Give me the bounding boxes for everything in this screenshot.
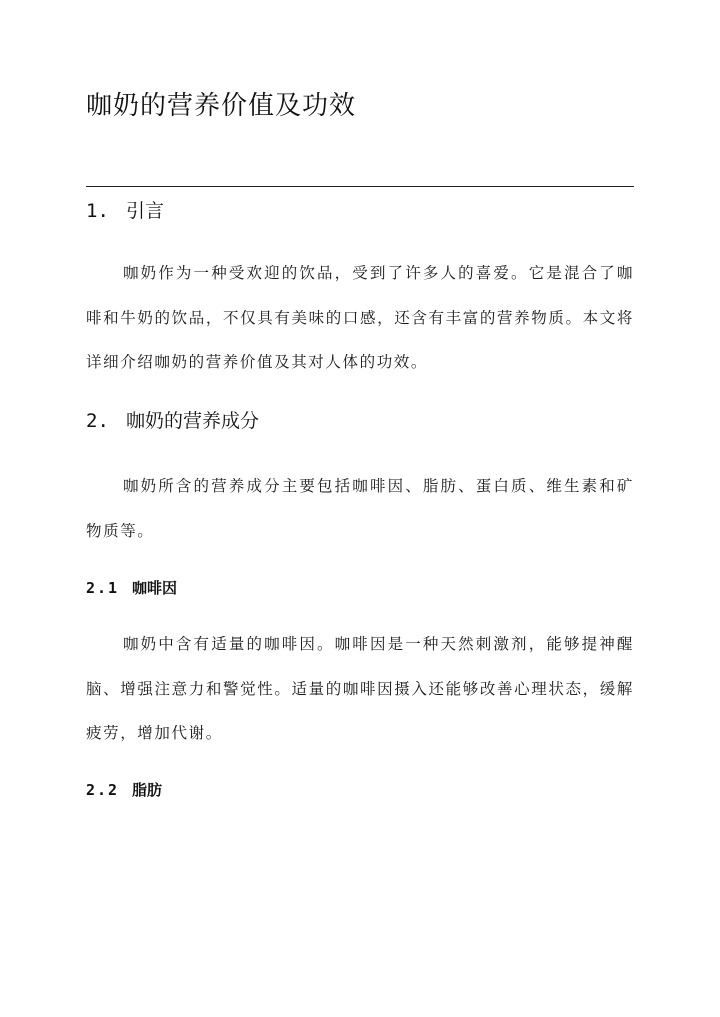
section-number: 2.	[86, 410, 109, 432]
subsection-heading-fat	[86, 778, 162, 802]
section-heading-nutrition	[86, 406, 259, 436]
title-divider	[86, 186, 634, 187]
nutrition-paragraph: 咖奶所含的营养成分主要包括咖啡因、脂肪、蛋白质、维生素和矿物质等。	[86, 477, 634, 540]
section-title: 引言	[126, 200, 165, 222]
section-title: 咖奶的营养成分	[126, 410, 260, 432]
section-heading-intro	[86, 196, 164, 226]
subsection-number: 2.1	[86, 579, 120, 597]
subsection-number: 2.2	[86, 781, 120, 799]
subsection-title: 咖啡因	[132, 579, 178, 597]
subsection-heading-caffeine	[86, 576, 177, 600]
intro-paragraph: 咖奶作为一种受欢迎的饮品，受到了许多人的喜爱。它是混合了咖啡和牛奶的饮品，不仅具有美味的口感，还含有丰富的营养物质。本文将详细介绍咖奶的营养价值及其对人体的功效。	[86, 264, 634, 371]
caffeine-paragraph: 咖奶中含有适量的咖啡因。咖啡因是一种天然刺激剂，能够提神醒脑、增强注意力和警觉性。适量的咖啡因摄入还能够改善心理状态，缓解疲劳，增加代谢。	[86, 635, 634, 742]
subsection-title: 脂肪	[132, 781, 163, 799]
section-number: 1.	[86, 200, 109, 222]
document-title: 咖奶的营养价值及功效	[86, 91, 357, 121]
